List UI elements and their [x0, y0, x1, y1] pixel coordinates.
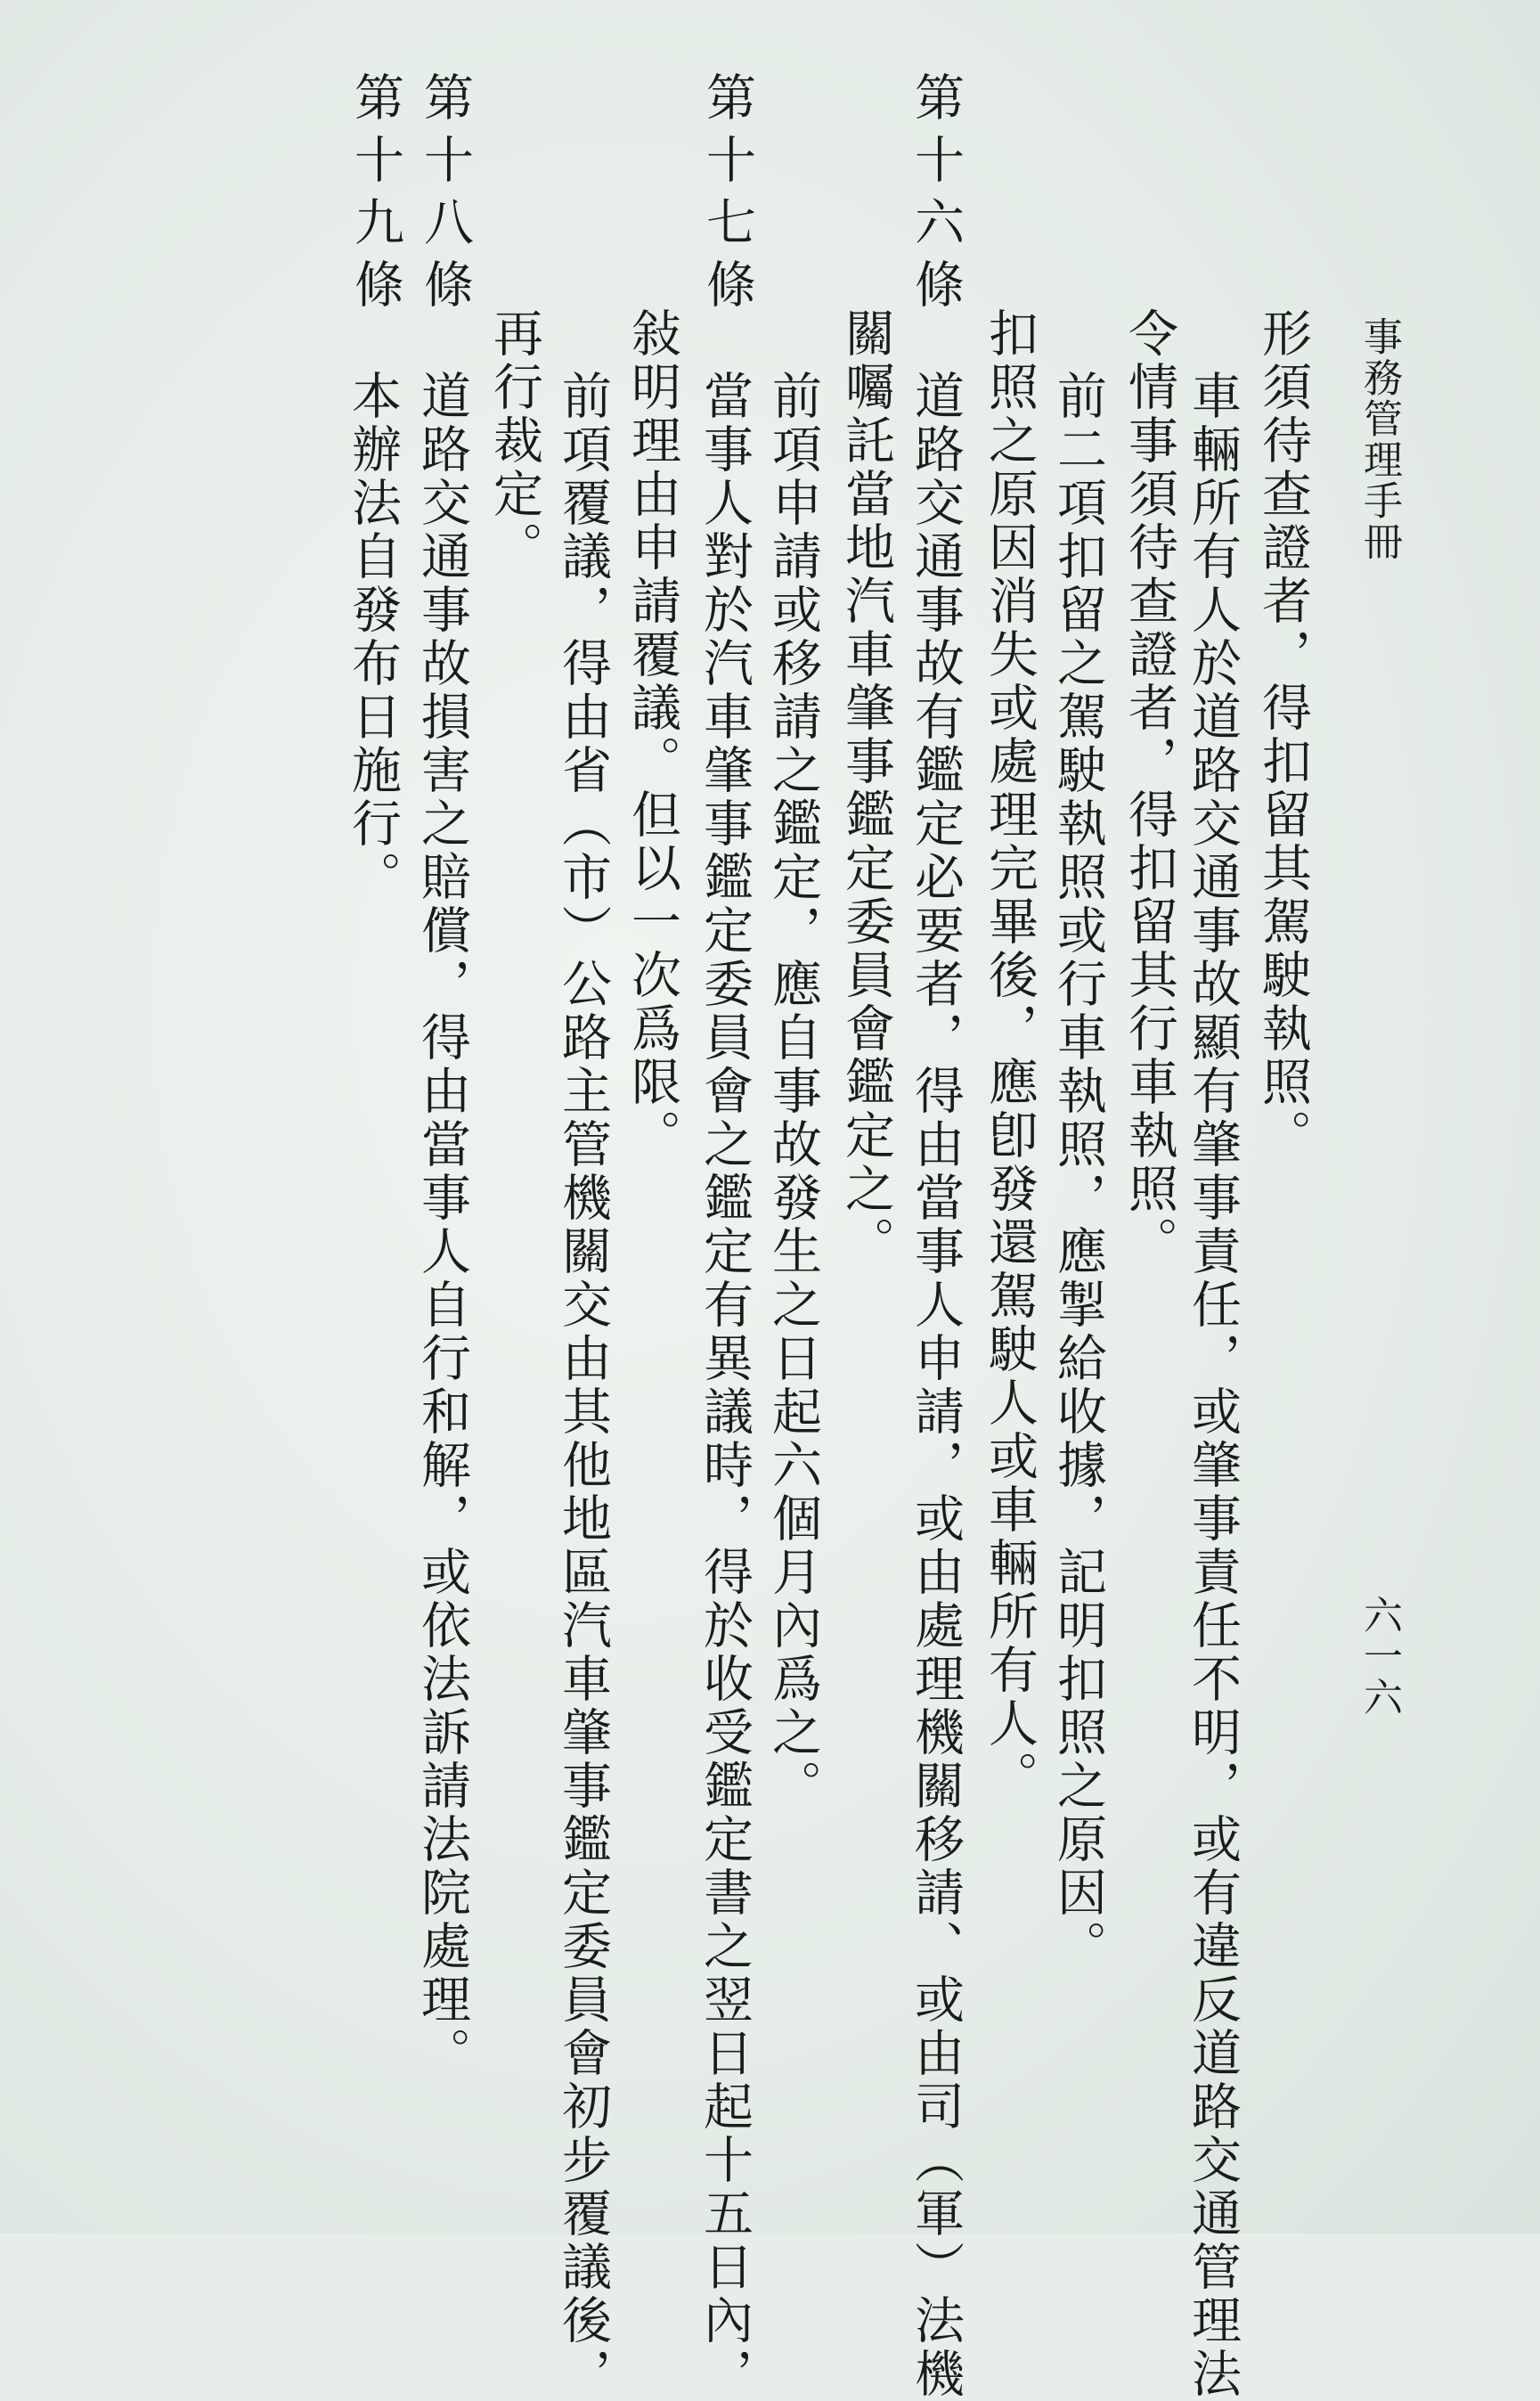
text-line-2: 車輛所有人於道路交通事故顯有肇事責任，或肇事責任不明，或有違反道路交通管理法 [1184, 370, 1242, 2401]
text-line-12: 再行裁定。 [485, 307, 543, 575]
text-line-1: 形須待查證者，得扣留其駕駛執照。 [1254, 307, 1312, 1163]
article-heading-18: 第十八條 [416, 71, 474, 321]
text-line-7: 關囑託當地汽車肇事鑑定委員會鑑定之。 [837, 307, 895, 1270]
text-line-6: 道路交通事故有鑑定必要者，得由當事人申請，或由處理機關移請、或由司（軍）法機 [907, 370, 965, 2401]
article-heading-16: 第十六條 [907, 71, 965, 321]
text-line-4: 前二項扣留之駕駛執照或行車執照，應掣給收據，記明扣照之原因。 [1049, 370, 1107, 1973]
text-line-8: 前項申請或移請之鑑定，應自事故發生之日起六個月內爲之。 [764, 370, 822, 1813]
text-line-3: 令情事須待查證者，得扣留其行車執照。 [1120, 307, 1178, 1270]
article-heading-17: 第十七條 [698, 71, 756, 321]
text-line-10: 敍明理由申請覆議。但以一次爲限。 [623, 307, 681, 1163]
article-heading-19: 第十九條 [346, 71, 404, 321]
text-line-13: 道路交通事故損害之賠償，得由當事人自行和解，或依法訴請法院處理。 [413, 370, 471, 2080]
page-number: 六一六 [1357, 1595, 1402, 1718]
text-line-5: 扣照之原因消失或處理完畢後，應卽發還駕駛人或車輛所有人。 [981, 307, 1039, 1804]
text-line-9: 當事人對於汽車肇事鑑定委員會之鑑定有異議時，得於收受鑑定書之翌日起十五日內， [696, 370, 754, 2401]
text-line-11: 前項覆議，得由省（市）公路主管機關交由其他地區汽車肇事鑑定委員會初步覆議後， [554, 370, 612, 2401]
text-line-14: 本辦法自發布日施行。 [344, 370, 402, 904]
running-title: 事務管理手冊 [1357, 316, 1402, 562]
